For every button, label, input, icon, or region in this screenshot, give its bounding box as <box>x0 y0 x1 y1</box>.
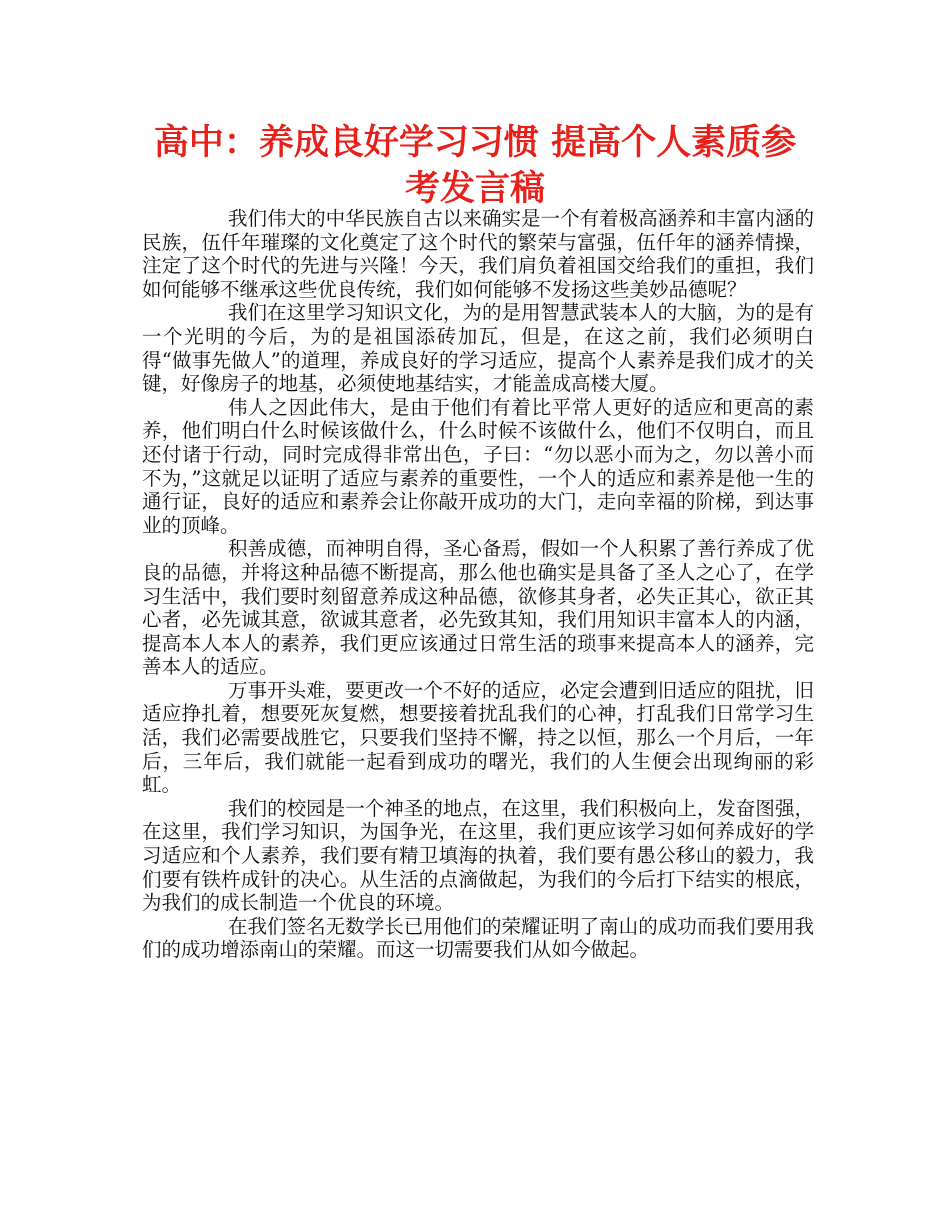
paragraph-2: 我们在这里学习知识文化，为的是用智慧武装本人的大脑，为的是有一个光明的今后，为的是祖国添砖加瓦，但是，在这之前，我们必须明白得“做事先做人”的道理，养成良好的学习适应，提高个人素养是我们成才的关键，好像房子的地基，必须使地基结实，才能盖成高楼大厦。 <box>142 301 814 396</box>
paragraph-4: 积善成德，而神明自得，圣心备焉，假如一个人积累了善行养成了优良的品德，并将这种品德不断提高，那么他也确实是具备了圣人之心了，在学习生活中，我们要时刻留意养成这种品德，欲修其身者，必失正其心，欲正其心者，必先诚其意，欲诚其意者，必先致其知，我们用知识丰富本人的内涵，提高本人本人的素养，我们更应该通过日常生活的琐事来提高本人的涵养，完善本人的适应。 <box>142 537 814 679</box>
document-title: 高中：养成良好学习习惯 提高个人素质参考发言稿 <box>153 123 797 209</box>
paragraph-1: 我们伟大的中华民族自古以来确实是一个有着极高涵养和丰富内涵的民族，伍仟年璀璨的文化奠定了这个时代的繁荣与富强，伍仟年的涵养情操，注定了这个时代的先进与兴隆！今天，我们肩负着祖国交给我们的重担，我们如何能够不继承这些优良传统，我们如何能够不发扬这些美妙品德呢？ <box>142 207 814 301</box>
paragraph-7: 在我们签名无数学长已用他们的荣耀证明了南山的成功而我们要用我们的成功增添南山的荣耀。而这一切需要我们从如今做起。 <box>142 914 814 962</box>
paragraph-3: 伟人之因此伟大，是由于他们有着比平常人更好的适应和更高的素养，他们明白什么时候该做什么，什么时候不该做什么，他们不仅明白，而且还付诸于行动，同时完成得非常出色，子曰：“勿以恶小而为之，勿以善小而不为，”这就足以证明了适应与素养的重要性，一个人的适应和素养是他一生的通行证，良好的适应和素养会让你敲开成功的大门，走向幸福的阶梯，到达事业的顶峰。 <box>142 395 814 537</box>
document-body <box>142 207 814 962</box>
paragraph-5: 万事开头难，要更改一个不好的适应，必定会遭到旧适应的阻扰，旧适应挣扎着，想要死灰复燃，想要接着扰乱我们的心神，打乱我们日常学习生活，我们必需要战胜它，只要我们坚持不懈，持之以恒，那么一个月后，一年后，三年后，我们就能一起看到成功的曙光，我们的人生便会出现绚丽的彩虹。 <box>142 678 814 797</box>
paragraph-6: 我们的校园是一个神圣的地点，在这里，我们积极向上，发奋图强，在这里，我们学习知识，为国争光，在这里，我们更应该学习如何养成好的学习适应和个人素养，我们要有精卫填海的执着，我们要有愚公移山的毅力，我们要有铁杵成针的决心。从生活的点滴做起，为我们的今后打下结实的根底，为我们的成长制造一个优良的环境。 <box>142 796 814 915</box>
